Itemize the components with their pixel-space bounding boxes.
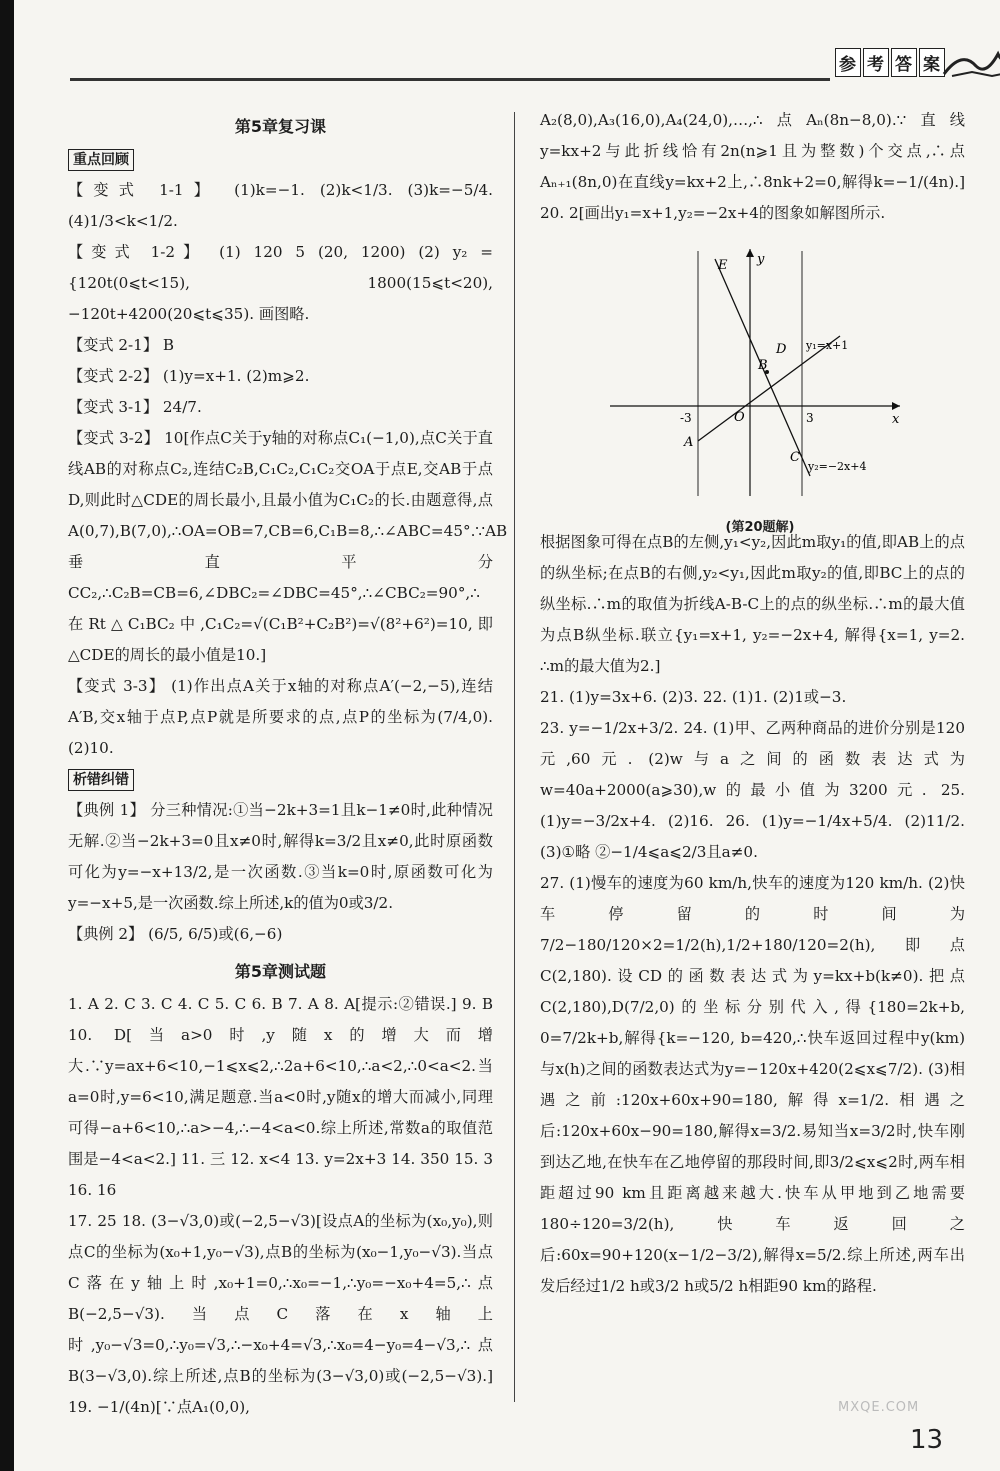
answer-paragraph: 【变式 2-1】 B bbox=[68, 336, 175, 354]
answer-paragraph: 【变式 3-1】 24/7. bbox=[68, 398, 202, 416]
label-c: C bbox=[790, 450, 800, 465]
function-graph-figure bbox=[610, 241, 910, 535]
header-char: 答 bbox=[891, 48, 917, 77]
answer-paragraph: A₂(8,0),A₃(16,0),A₄(24,0),…,∴点Aₙ(8n−8,0).∵直线y=kx+2与此折线恰有2n(n⩾1且为整数)个交点,∴点Aₙ₊₁(8n,0)在直线y=kx+2上,∴8nk+2=0,解得k=−1/(4n).] 20. 2[画出y₁=x+1,y₂=−2x+4的图象如解图所示. bbox=[540, 111, 965, 222]
answer-paragraph: 21. (1)y=3x+6. (2)3. 22. (1)1. (2)1或−3. bbox=[540, 688, 847, 706]
header-char: 案 bbox=[919, 48, 945, 77]
header-char: 参 bbox=[835, 48, 861, 77]
header-rule bbox=[70, 78, 830, 81]
answer-paragraph: 1. A 2. C 3. C 4. C 5. C 6. B 7. A 8. A[提示:②错误.] 9. B 10. D[当a>0时,y随x的增大而增大.∵y=ax+6<10,−1⩽x⩽2,∴2a+6<10,∴a<2,∴0<a<2.当a=0时,y=6<10,满足题意.当a<0时,y随x的增大而减小,同理可得−a+6<10,∴a>−4,∴−4<a<0.综上所述,常数a的取值范围是−4<a<2.] 11. 三 12. x<4 13. y=2x+3 14. 350 15. 3 16. 16 bbox=[68, 995, 493, 1199]
label-a: A bbox=[684, 435, 694, 450]
section-tag: 析错纠错 bbox=[68, 769, 134, 791]
column-divider bbox=[514, 112, 515, 1402]
page-binding-edge bbox=[0, 0, 14, 1471]
x-axis-arrow bbox=[892, 402, 900, 410]
answer-paragraph: 【变式 1-2】 (1) 120 5 (20, 1200) (2) y₂ = {120t(0⩽t<15), 1800(15⩽t<20), −120t+4200(20⩽t⩽35). 画图略. bbox=[68, 243, 493, 323]
answer-paragraph: 17. 25 18. (3−√3,0)或(−2,5−√3)[设点A的坐标为(x₀,y₀),则点C的坐标为(x₀+1,y₀−√3),点B的坐标为(x₀−1,y₀−√3).当点C落在y轴上时,x₀+1=0,∴x₀=−1,∴y₀=−x₀+4=5,∴点B(−2,5−√3).当点C落在x轴上时,y₀−√3=0,∴y₀=√3,∴−x₀+4=√3,∴x₀=4−y₀=4−√3,∴点B(3−√3,0).综上所述,点B的坐标为(3−√3,0)或(−2,5−√3).] 19. −1/(4n)[∵点A₁(0,0), bbox=[68, 1212, 493, 1416]
header-title bbox=[835, 48, 947, 77]
answer-paragraph: 【变式 3-3】 (1)作出点A关于x轴的对称点A′(−2,−5),连结A′B,交x轴于点P,点P就是所要求的点,点P的坐标为(7/4,0). (2)10. bbox=[68, 677, 493, 757]
y-axis-arrow bbox=[746, 249, 754, 257]
answer-paragraph: 【变式 3-2】 10[作点C关于y轴的对称点C₁(−1,0),点C关于直线AB的对称点C₂,连结C₂B,C₁C₂,C₁C₂交OA于点E,交AB于点D,则此时△CDE的周长最小,且最小值为C₁C₂的长.由题意得,点A(0,7),B(7,0),∴OA=OB=7,CB=6,C₁B=8,∴∠ABC=45°.∵AB垂直平分CC₂,∴C₂B=CB=6,∠DBC₂=∠DBC=45°,∴∠CBC₂=90°,∴在Rt△C₁BC₂中,C₁C₂=√(C₁B²+C₂B²)=√(8²+6²)=10,即△CDE的周长的最小值是10.] bbox=[68, 429, 508, 664]
answer-paragraph: 【典例 2】 (6/5, 6/5)或(6,−6) bbox=[68, 925, 283, 943]
label-y1: y₁=x+1 bbox=[806, 339, 849, 352]
figure-caption: (第20题解) bbox=[725, 520, 795, 535]
section-tag: 重点回顾 bbox=[68, 149, 134, 171]
label-d: D bbox=[776, 342, 787, 357]
label-minus-3: -3 bbox=[680, 411, 692, 425]
answer-paragraph: 27. (1)慢车的速度为60 km/h,快车的速度为120 km/h. (2)快车停留的时间为7/2−180/120×2=1/2(h),1/2+180/120=2(h),即点C(2,180).设CD的函数表达式为y=kx+b(k≠0).把点C(2,180),D(7/2,0)的坐标分别代入,得{180=2k+b, 0=7/2k+b,解得{k=−120, b=420,∴快车返回过程中y(km)与x(h)之间的函数表达式为y=−120x+420(2⩽x⩽7/2). (3)相遇之前:120x+60x+90=180,解得x=1/2.相遇之后:120x+60x−90=180,解得x=3/2.易知当x=3/2时,快车刚到达乙地,在快车在乙地停留的那段时间,即3/2⩽x⩽2时,两车相距超过90 km且距离越来越大.快车从甲地到乙地需要180÷120=3/2(h),快车返回之后:60x=90+120(x−1/2−3/2),解得x=5/2.综上所述,两车出发后经过1/2 h或3/2 h或5/2 h相距90 km的路程. bbox=[540, 874, 965, 1295]
right-column bbox=[540, 105, 965, 1302]
site-watermark: MXQE.COM bbox=[838, 1400, 920, 1415]
answer-paragraph: 【变式 2-2】 (1)y=x+1. (2)m⩾2. bbox=[68, 367, 310, 385]
answer-paragraph: 23. y=−1/2x+3/2. 24. (1)甲、乙两种商品的进价分别是120元,60元. (2)w与a之间的函数表达式为w=40a+2000(a⩾30),w的最小值为3200元. 25. (1)y=−3/2x+4. (2)16. 26. (1)y=−1/4x+5/4. (2)11/2. (3)①略 ②−1/4⩽a⩽2/3且a≠0. bbox=[540, 719, 965, 861]
page-header bbox=[70, 40, 970, 90]
section-title: 第5章复习课 bbox=[234, 117, 327, 136]
label-origin: O bbox=[734, 410, 745, 425]
label-y-axis: y bbox=[757, 252, 765, 267]
left-column bbox=[68, 105, 508, 1423]
section-title: 第5章测试题 bbox=[234, 962, 327, 981]
label-x-axis: x bbox=[892, 412, 900, 427]
label-b: B bbox=[758, 358, 768, 373]
label-3: 3 bbox=[806, 411, 814, 425]
header-char: 考 bbox=[863, 48, 889, 77]
page-number: 13 bbox=[910, 1425, 944, 1455]
function-graph bbox=[610, 241, 910, 501]
answer-paragraph: 【典例 1】 分三种情况:①当−2k+3=1且k−1≠0时,此种情况无解.②当−2k+3=0且x≠0时,解得k=3/2且x≠0,此时原函数可化为y=−x+13/2,是一次函数.③当k=0时,原函数可化为y=−x+5,是一次函数.综上所述,k的值为0或3/2. bbox=[68, 801, 493, 912]
answer-paragraph: 根据图象可得在点B的左侧,y₁<y₂,因此m取y₁的值,即AB上的点的纵坐标;在点B的右侧,y₂<y₁,因此m取y₂的值,即BC上的点的纵坐标.∴m的取值为折线A-B-C上的点的纵坐标.∴m的最大值为点B纵坐标.联立{y₁=x+1, y₂=−2x+4, 解得{x=1, y=2. ∴m的最大值为2.] bbox=[540, 533, 965, 675]
swoosh-logo-icon bbox=[942, 46, 1000, 86]
answer-paragraph: 【变式 1-1】 (1)k=−1. (2)k<1/3. (3)k=−5/4. (4)1/3<k<1/2. bbox=[68, 181, 493, 230]
label-y2: y₂=−2x+4 bbox=[808, 460, 867, 473]
label-e: E bbox=[718, 258, 728, 273]
